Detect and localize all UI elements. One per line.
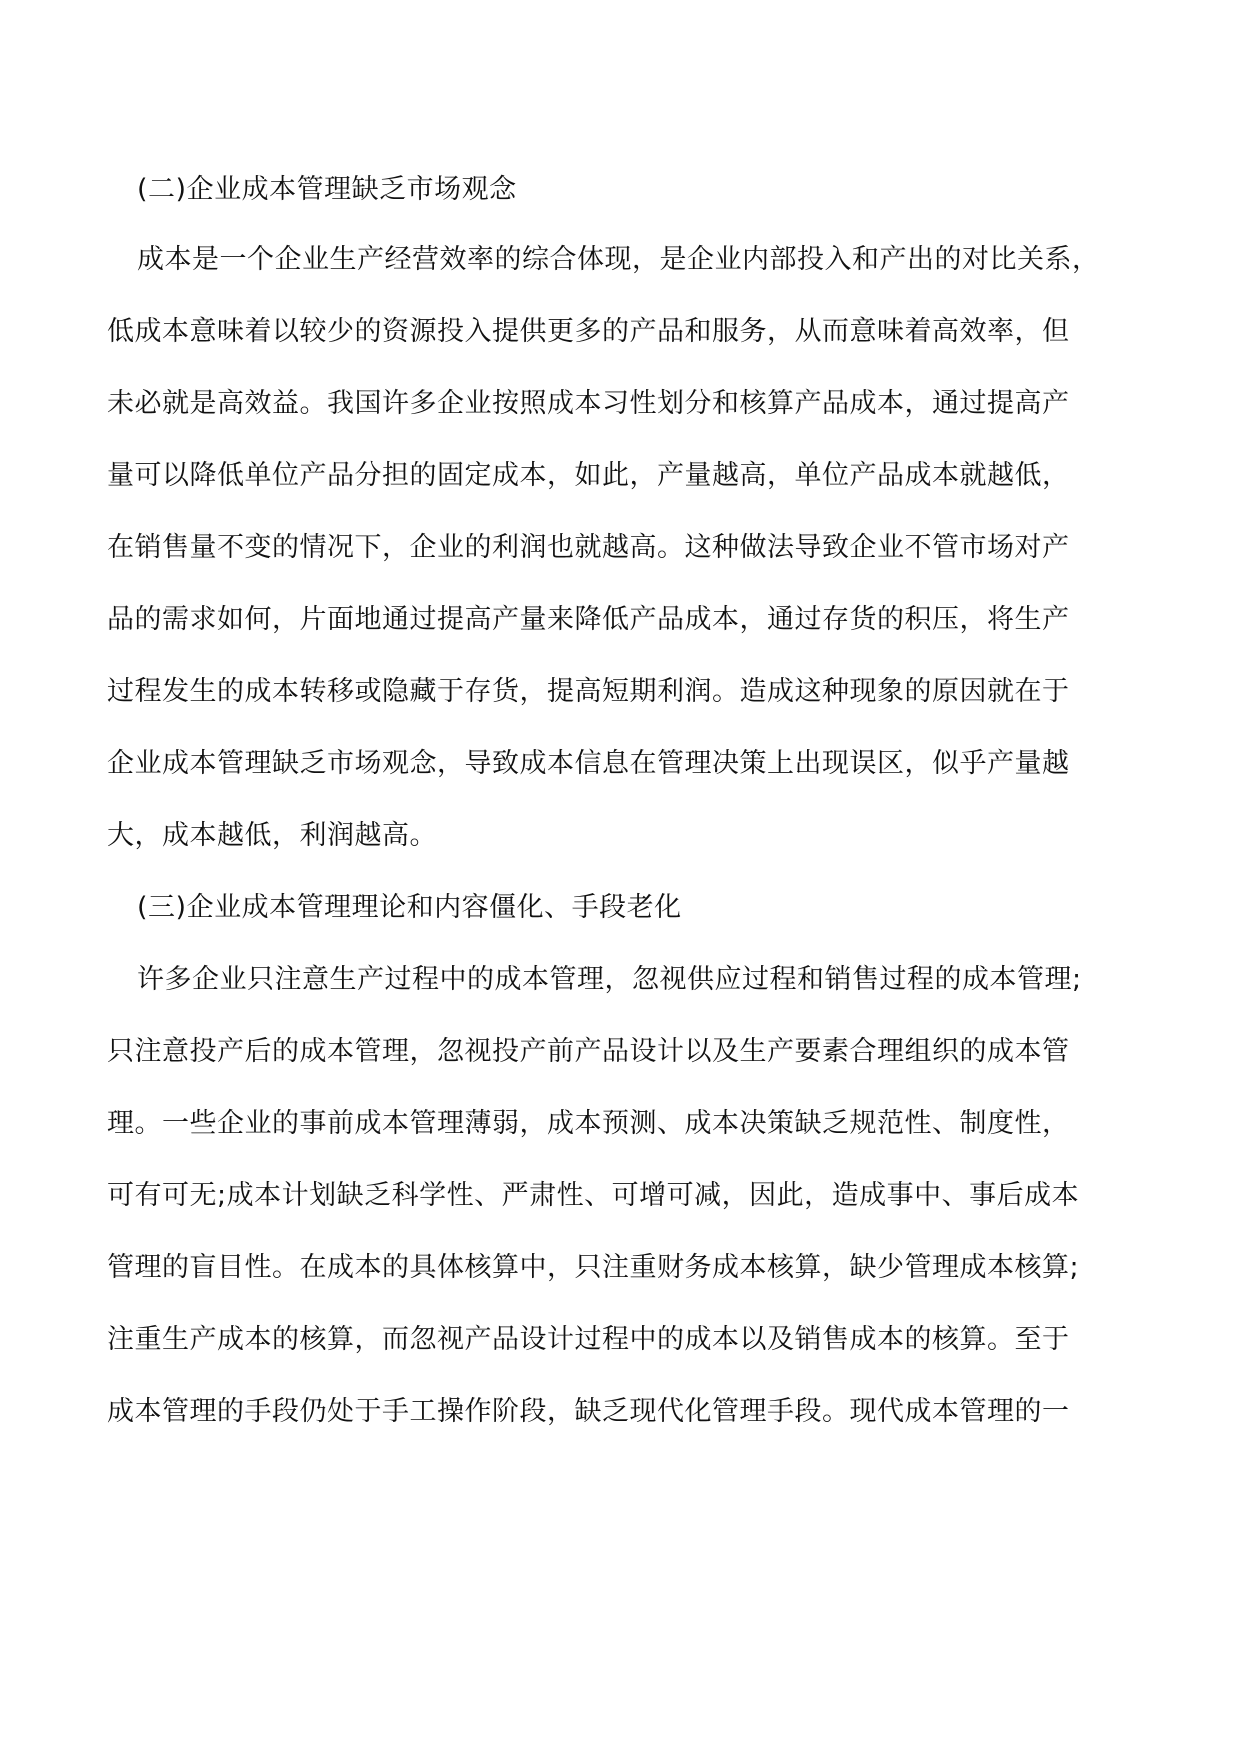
paragraph-line: 可有可无;成本计划缺乏科学性、严肃性、可增可减，因此，造成事中、事后成本 [107, 1180, 1080, 1211]
paragraph-line: 在销售量不变的情况下，企业的利润也就越高。这种做法导致企业不管市场对产 [107, 532, 1070, 563]
paragraph-line: 未必就是高效益。我国许多企业按照成本习性划分和核算产品成本，通过提高产 [107, 388, 1070, 419]
paragraph-line: 注重生产成本的核算，而忽视产品设计过程中的成本以及销售成本的核算。至于 [107, 1324, 1070, 1355]
paragraph-line: 企业成本管理缺乏市场观念，导致成本信息在管理决策上出现误区，似乎产量越 [107, 748, 1070, 779]
section-heading-2: (二)企业成本管理缺乏市场观念 [137, 174, 517, 205]
paragraph-line: 只注意投产后的成本管理，忽视投产前产品设计以及生产要素合理组织的成本管 [107, 1036, 1070, 1067]
paragraph-line: 理。一些企业的事前成本管理薄弱，成本预测、成本决策缺乏规范性、制度性， [107, 1108, 1070, 1139]
paragraph-line: 大，成本越低，利润越高。 [107, 820, 437, 851]
paragraph-line: 管理的盲目性。在成本的具体核算中，只注重财务成本核算，缺少管理成本核算; [107, 1252, 1080, 1283]
paragraph-line: 成本是一个企业生产经营效率的综合体现，是企业内部投入和产出的对比关系， [137, 244, 1100, 275]
paragraph-line: 量可以降低单位产品分担的固定成本，如此，产量越高，单位产品成本就越低， [107, 460, 1070, 491]
paragraph-line: 成本管理的手段仍处于手工操作阶段，缺乏现代化管理手段。现代成本管理的一 [107, 1396, 1070, 1427]
paragraph-line: 品的需求如何，片面地通过提高产量来降低产品成本，通过存货的积压，将生产 [107, 604, 1070, 635]
paragraph-line: 低成本意味着以较少的资源投入提供更多的产品和服务，从而意味着高效率，但 [107, 316, 1070, 347]
paragraph-line: 过程发生的成本转移或隐藏于存货，提高短期利润。造成这种现象的原因就在于 [107, 676, 1070, 707]
paragraph-line: 许多企业只注意生产过程中的成本管理，忽视供应过程和销售过程的成本管理; [137, 964, 1082, 995]
section-heading-3: (三)企业成本管理理论和内容僵化、手段老化 [137, 892, 682, 923]
